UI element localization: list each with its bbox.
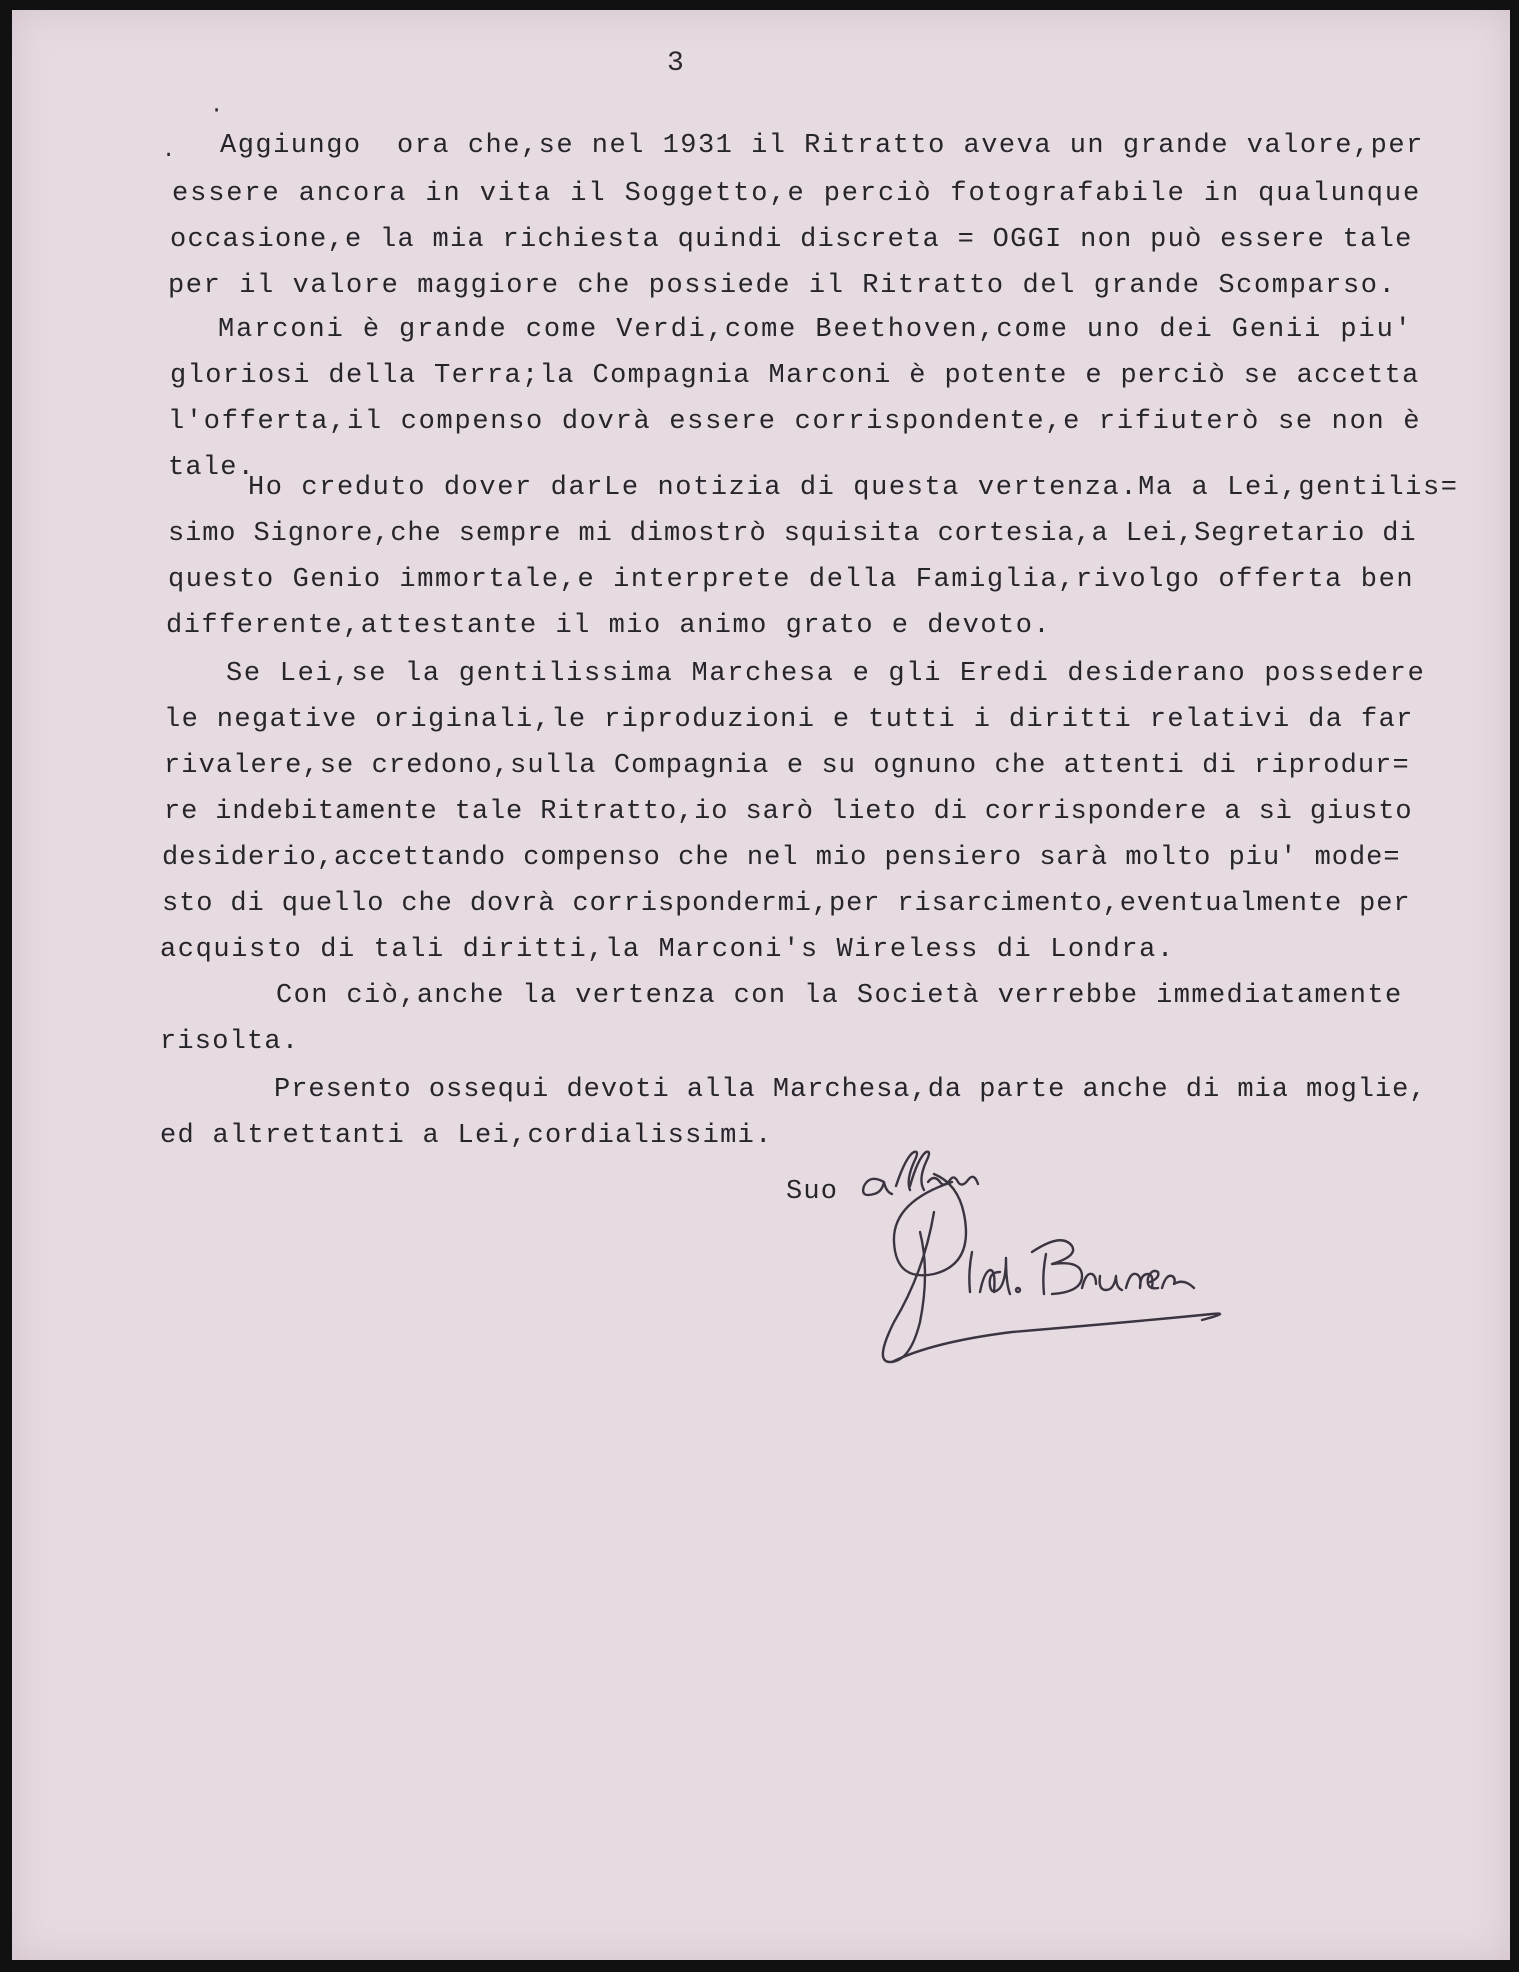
text-line: differente,attestante il mio animo grato e devoto. (166, 611, 1052, 641)
letter-page (12, 10, 1510, 1960)
text-line: Con ciò,anche la vertenza con la Società verrebbe immediatamente (276, 981, 1403, 1011)
text-line: risolta. (160, 1027, 300, 1057)
text-line: ed altrettanti a Lei,cordialissimi. (160, 1121, 773, 1151)
text-line: acquisto di tali diritti,la Marconi's Wireless di Londra. (160, 935, 1175, 965)
text-line: tale. (168, 453, 256, 483)
text-line: essere ancora in vita il Soggetto,e perciò fotografabile in qualunque (172, 179, 1422, 209)
text-line: Marconi è grande come Verdi,come Beethoven,come uno dei Genii piu' (218, 315, 1413, 345)
text-line: questo Genio immortale,e interprete della Famiglia,rivolgo offerta ben (168, 565, 1415, 595)
text-line: per il valore maggiore che possiede il Ritratto del grande Scomparso. (168, 271, 1397, 301)
handwritten-signature (832, 1142, 1292, 1402)
text-line: gloriosi della Terra;la Compagnia Marconi è potente e perciò se accetta (170, 361, 1420, 391)
text-line: desiderio,accettando compenso che nel mio pensiero sarà molto piu' mode= (162, 843, 1401, 873)
text-line: sto di quello che dovrà corrispondermi,per risarcimento,eventualmente per (162, 889, 1411, 919)
text-line: Ho creduto dover darLe notizia di questa vertenza.Ma a Lei,gentilis= (248, 473, 1459, 503)
stray-ink-mark: · (210, 98, 224, 123)
text-line: rivalere,se credono,sulla Compagnia e su ognuno che attenti di riprodur= (164, 751, 1410, 781)
stray-ink-mark: . (162, 138, 176, 163)
text-line: simo Signore,che sempre mi dimostrò squisita cortesia,a Lei,Segretario di (168, 519, 1417, 549)
text-line: l'offerta,il compenso dovrà essere corrispondente,e rifiuterò se non è (168, 407, 1422, 437)
text-line: Aggiungo ora che,se nel 1931 il Ritratto aveva un grande valore,per (220, 131, 1424, 161)
text-line: le negative originali,le riproduzioni e tutti i diritti relativi da far (164, 705, 1414, 735)
closing-word: Suo (786, 1177, 839, 1207)
text-line: re indebitamente tale Ritratto,io sarò lieto di corrispondere a sì giusto (164, 797, 1413, 827)
text-line: occasione,e la mia richiesta quindi discreta = OGGI non può essere tale (170, 225, 1413, 255)
text-line: Presento ossequi devoti alla Marchesa,da parte anche di mia moglie, (274, 1075, 1427, 1105)
text-line: Se Lei,se la gentilissima Marchesa e gli Eredi desiderano possedere (226, 659, 1426, 689)
page-number: 3 (667, 48, 684, 79)
